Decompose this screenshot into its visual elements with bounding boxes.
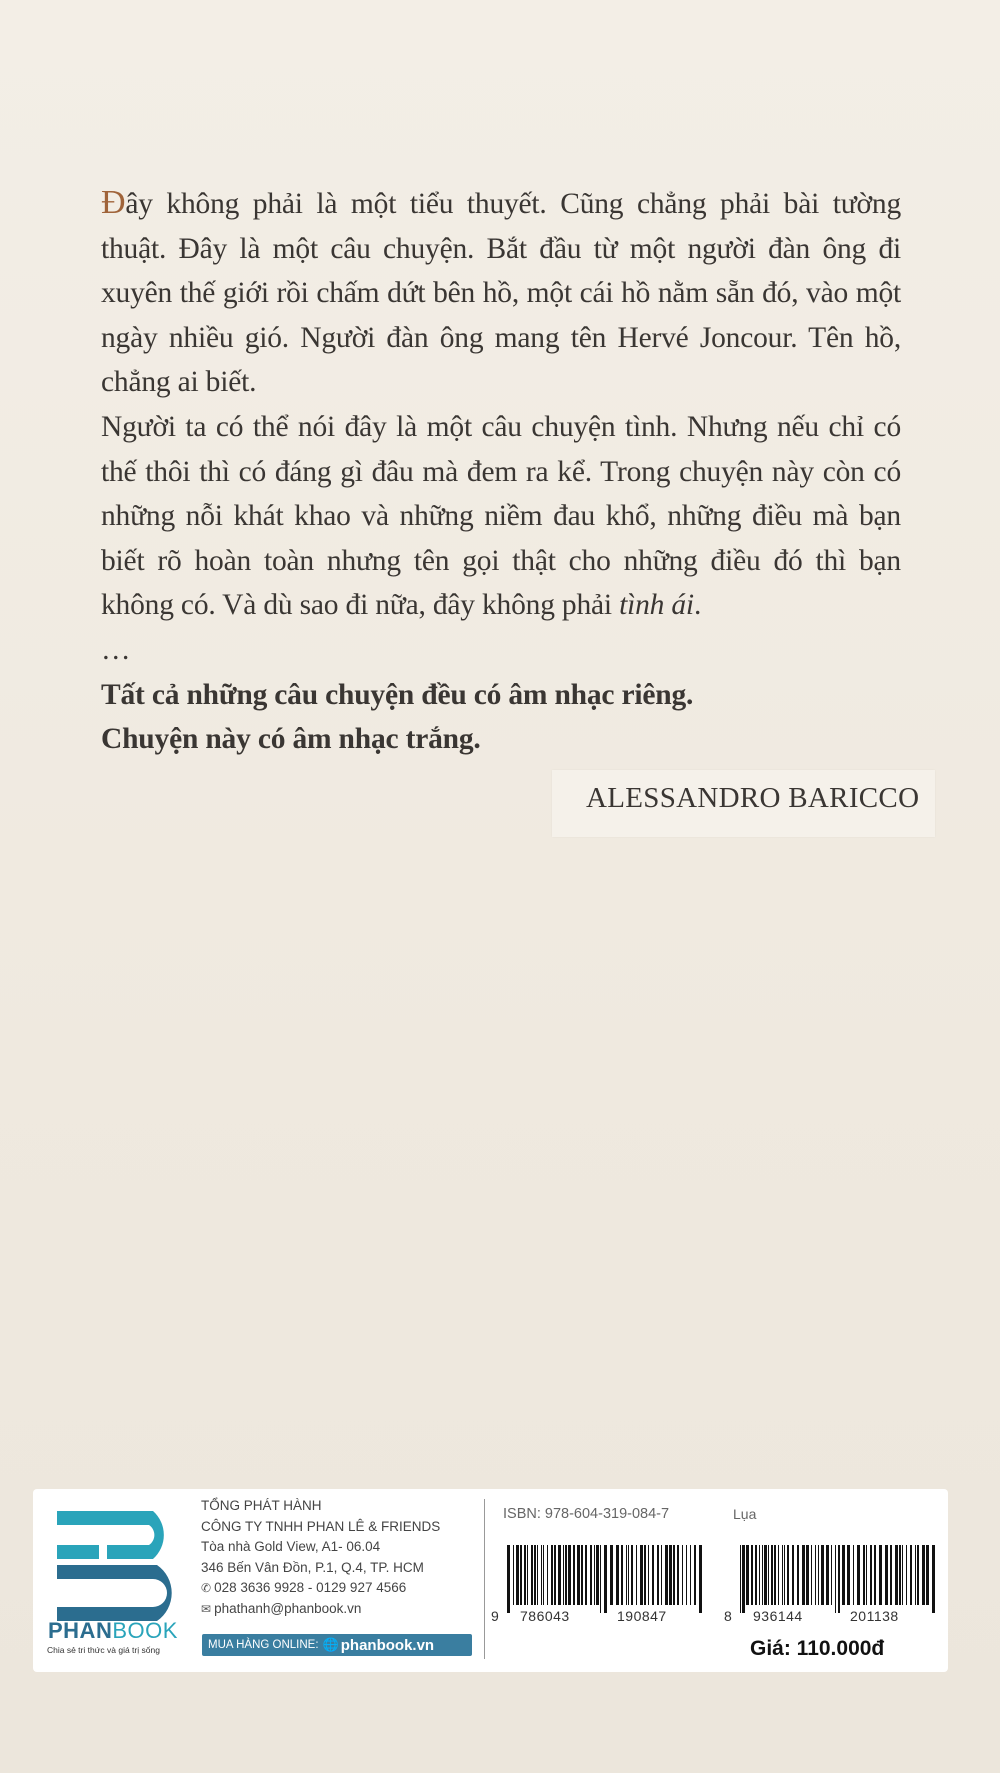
barcode-bar [677,1545,679,1605]
bold-line-1: Tất cả những câu chuyện đều có âm nhạc riêng. [101,678,694,711]
barcode-bar [524,1545,526,1605]
barcode-bar [590,1545,592,1605]
barcode-bar [661,1545,662,1605]
title-tag: Lụa [733,1506,757,1522]
bold-line-2: Chuyện này có âm nhạc trắng. [101,723,481,756]
barcode-bar [507,1545,510,1613]
barcode-bar [815,1545,816,1605]
barcode-bar [802,1545,805,1605]
barcode-bar [787,1545,789,1605]
barcode-bar [863,1545,865,1605]
blurb-text [101,181,901,762]
barcode-bar [835,1545,836,1613]
barcode-bar [581,1545,583,1605]
barcode-2-group-2: 201138 [850,1608,899,1624]
barcode-bar [870,1545,872,1605]
barcode-bar [573,1545,575,1605]
barcode-bar [531,1545,533,1605]
publisher-heading: TỔNG PHÁT HÀNH [201,1498,322,1513]
barcode-bar [853,1545,854,1605]
barcode-bar [648,1545,649,1605]
barcode-bar [746,1545,749,1605]
barcode-bar [842,1545,845,1605]
barcode-bar [910,1545,912,1605]
barcode-bar [926,1545,929,1605]
barcode-bar [831,1545,832,1605]
price-barcode [736,1545,941,1613]
publisher-info-panel [33,1489,948,1672]
barcode-bar [690,1545,691,1605]
barcode-bar [520,1545,522,1605]
barcode-bar [527,1545,528,1605]
panel-divider [484,1499,485,1659]
barcode-bar [915,1545,916,1605]
barcode-bar [742,1545,745,1613]
barcode-bar [922,1545,925,1605]
publisher-email: phathanh@phanbook.vn [214,1600,362,1616]
phone-icon: ✆ [201,1581,212,1595]
italic-term: tình ái [619,589,694,622]
barcode-bar [792,1545,794,1605]
barcode-bar [640,1545,643,1605]
barcode-bar [669,1545,672,1605]
barcode-bar [890,1545,892,1605]
barcode-bar [885,1545,888,1605]
barcode-bar [565,1545,567,1605]
barcode-bar [558,1545,561,1605]
logo-wordmark [48,1618,178,1644]
barcode-bar [899,1545,901,1605]
globe-icon: 🌐 [322,1637,339,1652]
barcode-bar [600,1545,601,1613]
logo-wordmark-rest: BOOK [112,1618,178,1643]
barcode-bar [768,1545,769,1605]
blurb-paragraph-2 [101,405,901,628]
barcode-bar [644,1545,646,1605]
barcode-bar [686,1545,687,1605]
barcode-bar [759,1545,760,1605]
barcode-bar [551,1545,553,1605]
barcode-bar [626,1545,627,1605]
barcode-bar [895,1545,898,1605]
barcode-bar [657,1545,659,1605]
barcode-bar [673,1545,675,1605]
paragraph-1-text: ây không phải là một tiểu thuyết. Cũng chẳng phải bài tường thuật. Đây là một câu chuyện. Bắt đầu từ một người đàn ông đi xuyên thế giới rồi chấm dứt bên hồ, một cái hồ nằm sẵn đó, vào một ngày nhiều gió. Người đàn ông mang tên Hervé Joncour. Tên hồ, chẳng ai biết. [101,188,901,399]
online-label: MUA HÀNG ONLINE: [208,1639,319,1651]
barcode-bar [621,1545,623,1605]
barcode-bar [577,1545,580,1605]
barcode-bar [755,1545,757,1605]
barcode-bar [594,1545,595,1605]
logo-slogan: Chia sẻ tri thức và giá trị sống [47,1645,160,1655]
barcode-bar [682,1545,683,1605]
barcode-bar [874,1545,876,1605]
barcode-bar [826,1545,829,1605]
barcode-bar [604,1545,607,1613]
barcode-1-digit-1: 9 [491,1608,500,1624]
barcode-bar [543,1545,544,1605]
barcode-bar [774,1545,776,1605]
barcode-bar [610,1545,613,1605]
publisher-phone-row [201,1578,466,1599]
blurb-paragraph-1 [101,181,901,405]
barcode-bar [751,1545,753,1605]
barcode-bar [806,1545,809,1605]
barcode-1-group-1: 786043 [520,1608,570,1624]
barcode-bar [917,1545,919,1605]
barcode-bar [699,1545,702,1613]
publisher-email-row [201,1599,466,1620]
barcode-2-digit-1: 8 [724,1608,733,1624]
barcode-bar [740,1545,741,1613]
barcode-bar [563,1545,564,1605]
barcode-1-group-2: 190847 [617,1608,667,1624]
mail-icon: ✉ [201,1601,212,1616]
barcode-bar [847,1545,850,1605]
barcode-bar [762,1545,763,1605]
barcode-bar [879,1545,882,1605]
barcode-bar [547,1545,548,1605]
publisher-address-2: 346 Bến Vân Đồn, P.1, Q.4, TP. HCM [201,1559,424,1575]
barcode-bar [631,1545,633,1605]
isbn-barcode [503,1545,708,1613]
paragraph-2-end: . [693,589,702,622]
barcode-bar [838,1545,840,1613]
barcode-bar [818,1545,819,1605]
barcode-bar [764,1545,767,1605]
barcode-bar [665,1545,668,1605]
online-site: phanbook.vn [340,1636,435,1654]
publisher-phone: 028 3636 9928 - 0129 927 4566 [214,1580,407,1595]
ellipsis: … [101,633,131,666]
barcode-bar [784,1545,785,1605]
barcode-2-group-1: 936144 [753,1608,803,1624]
barcode-bar [652,1545,654,1605]
barcode-bar [782,1545,783,1605]
publisher-details [201,1496,466,1619]
barcode-bar [537,1545,538,1605]
barcode-bar [636,1545,637,1605]
barcode-bar [778,1545,779,1605]
barcode-bar [568,1545,571,1605]
barcode-bar [902,1545,903,1605]
barcode-bar [585,1545,587,1605]
barcode-bar [771,1545,773,1605]
online-store-banner [202,1634,472,1656]
barcode-bar [857,1545,860,1605]
barcode-bar [516,1545,519,1605]
isbn-text: ISBN: 978-604-319-084-7 [503,1506,670,1522]
barcode-bar [797,1545,799,1605]
barcode-bar [554,1545,556,1605]
barcode-bar [513,1545,514,1605]
paragraph-2-text: Người ta có thể nói đây là một câu chuyện tình. Nhưng nếu chỉ có thế thôi thì có đáng gì đâu mà đem ra kể. Trong chuyện này còn có những nỗi khát khao và những niềm đau khổ, những điều mà bạn biết rõ hoàn toàn nhưng tên gọi thật cho những điều đó thì bạn không có. Và dù sao đi nữa, đây không phải [101,410,901,622]
logo-wordmark-bold: PHAN [48,1618,113,1643]
barcode-bar [628,1545,629,1605]
barcode-bar [932,1545,935,1613]
barcode-bar [534,1545,536,1605]
barcode-bar [906,1545,907,1605]
barcode-bar [616,1545,619,1605]
barcode-bar [541,1545,542,1605]
dropcap: Đ [101,184,126,221]
barcode-bar [866,1545,867,1605]
publisher-company: CÔNG TY TNHH PHAN LÊ & FRIENDS [201,1518,441,1534]
barcode-bar [694,1545,696,1605]
barcode-bar [811,1545,812,1605]
author-name: ALESSANDRO BARICCO [586,782,920,814]
price-label: Giá: 110.000đ [750,1637,885,1660]
barcode-bar [596,1545,599,1605]
publisher-address-1: Tòa nhà Gold View, A1- 06.04 [201,1539,381,1554]
barcode-bar [821,1545,824,1605]
